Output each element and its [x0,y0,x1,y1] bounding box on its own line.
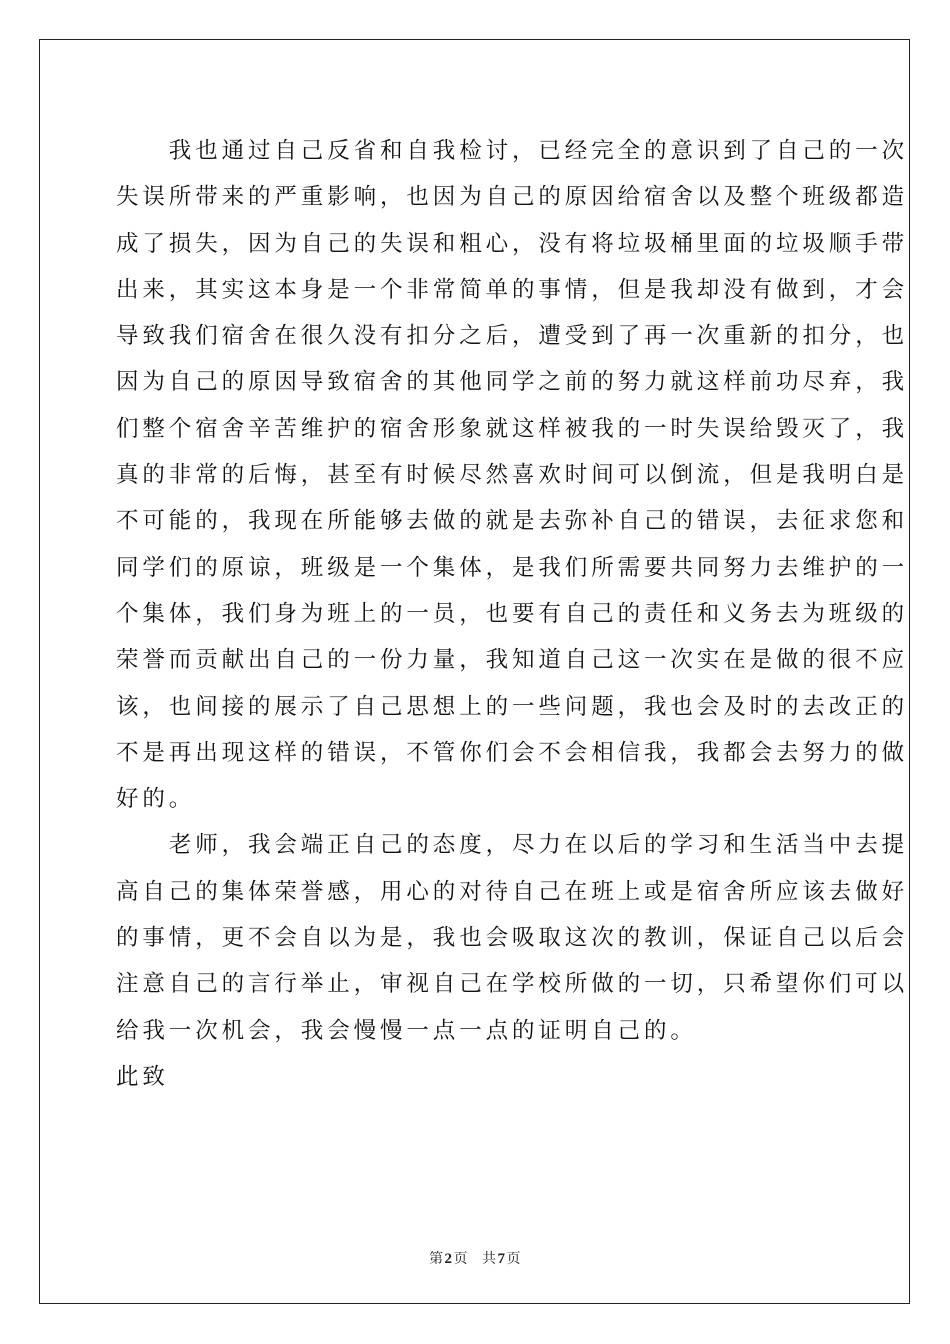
text-line: 真的非常的后悔，甚至有时候尽然喜欢时间可以倒流，但是我明白是 [116,462,909,489]
text-line: 因为自己的原因导致宿舍的其他同学之前的努力就这样前功尽弃，我 [116,369,909,396]
text-line: 荣誉而贡献出自己的一份力量，我知道自己这一次实在是做的很不应 [116,647,909,674]
text-line: 给我一次机会，我会慢慢一点一点的证明自己的。 [116,1017,697,1044]
text-line: 失误所带来的严重影响，也因为自己的原因给宿舍以及整个班级都造 [116,184,909,211]
text-line: 导致我们宿舍在很久没有扣分之后，遭受到了再一次重新的扣分，也 [116,323,909,350]
closing-line: 此致 [116,1063,169,1090]
page-suffix: 页 [453,1251,468,1267]
page-prefix: 第 [429,1251,444,1267]
page-footer [0,1248,950,1268]
text-line: 们整个宿舍辛苦维护的宿舍形象就这样被我的一时失误给毁灭了，我 [116,415,909,442]
total-prefix: 共 [482,1251,497,1267]
text-line: 的事情，更不会自以为是，我也会吸取这次的教训，保证自己以后会 [116,925,909,952]
text-line: 不是再出现这样的错误，不管你们会不会相信我，我都会去努力的做 [116,739,909,766]
text-line: 老师，我会端正自己的态度，尽力在以后的学习和生活当中去提 [116,832,909,859]
text-line: 同学们的原谅，班级是一个集体，是我们所需要共同努力去维护的一 [116,554,909,581]
total-suffix: 页 [506,1251,521,1267]
text-line: 我也通过自己反省和自我检讨，已经完全的意识到了自己的一次 [116,138,909,164]
text-line: 不可能的，我现在所能够去做的就是去弥补自己的错误，去征求您和 [116,508,909,535]
text-line: 高自己的集体荣誉感，用心的对待自己在班上或是宿舍所应该去做好 [116,878,909,905]
total-pages: 7 [497,1251,506,1267]
text-line: 该，也间接的展示了自己思想上的一些问题，我也会及时的去改正的 [116,693,909,720]
text-line: 成了损失，因为自己的失误和粗心，没有将垃圾桶里面的垃圾顺手带 [116,230,909,257]
page-number: 2 [444,1251,453,1267]
text-line: 注意自己的言行举止，审视自己在学校所做的一切，只希望你们可以 [116,971,909,998]
text-line: 好的。 [116,786,196,813]
document-body [116,128,909,1100]
text-line: 出来，其实这本身是一个非常简单的事情，但是我却没有做到，才会 [116,276,909,303]
text-line: 个集体，我们身为班上的一员，也要有自己的责任和义务去为班级的 [116,600,909,627]
